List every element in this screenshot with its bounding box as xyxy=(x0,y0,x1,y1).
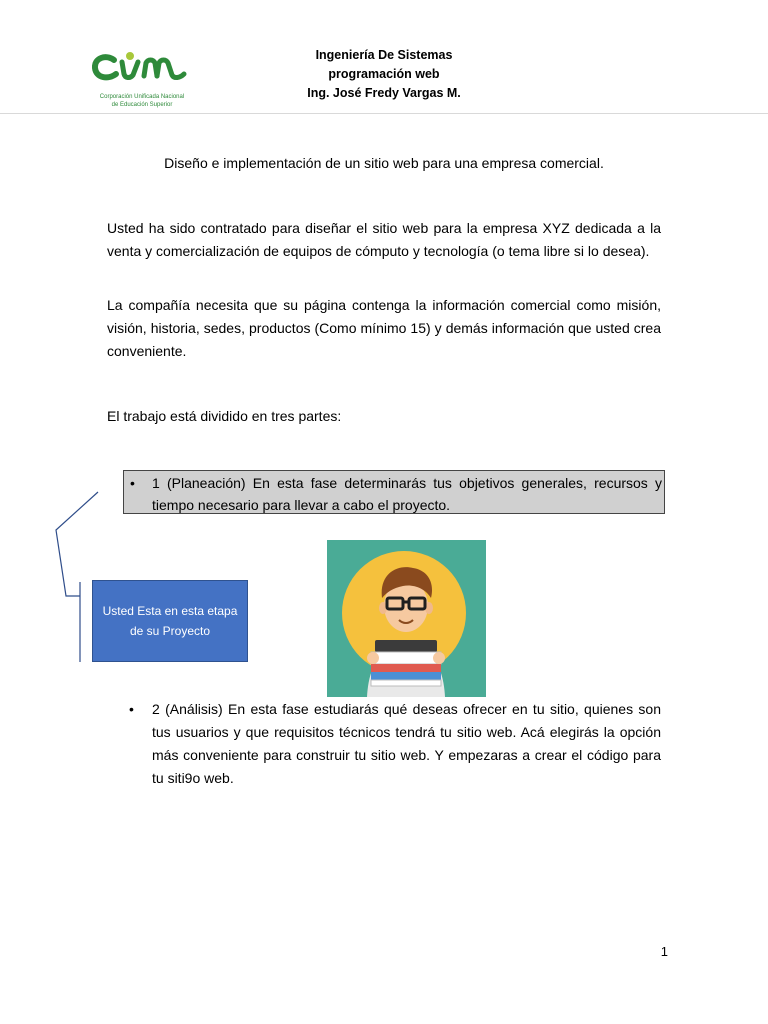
logo-subtitle xyxy=(92,93,192,109)
developer-avatar-icon xyxy=(327,540,486,697)
phase1-item xyxy=(123,470,665,514)
document-header xyxy=(234,46,534,103)
document-title: Diseño e implementación de un sitio web para una empresa comercial. xyxy=(164,155,604,171)
current-stage-callout xyxy=(92,580,248,662)
bullet-icon: • xyxy=(130,475,135,491)
logo-subtitle-line2: de Educación Superior xyxy=(111,102,173,108)
phase2-text: 2 (Análisis) En esta fase estudiarás qué deseas ofrecer en tu sitio, quienes son tus usuarios y que requisitos técnicos tendrá tu sitio web. Acá elegirás la opción más conveniente para construir tu sitio web. Y empezaras a crear el código para tu siti9o web. xyxy=(152,701,661,786)
parts-intro: El trabajo está dividido en tres partes: xyxy=(107,408,342,424)
header-program: Ingeniería De Sistemas xyxy=(315,48,453,62)
header-divider xyxy=(0,113,768,114)
cun-logo-mark xyxy=(92,48,192,88)
logo-subtitle-line1: Corporación Unificada Nacional xyxy=(99,94,185,100)
header-course: programación web xyxy=(328,67,440,81)
intro-paragraph: Usted ha sido contratado para diseñar el sitio web para la empresa XYZ dedicada a la venta y comercialización de equipos de cómputo y tecnología (o tema libre si lo desea). xyxy=(107,220,661,259)
phase1-text: 1 (Planeación) En esta fase determinarás tus objetivos generales, recursos y tiempo necesario para llevar a cabo el proyecto. xyxy=(152,475,662,513)
callout-text: Usted Esta en esta etapa de su Proyecto xyxy=(102,604,238,638)
cun-logo xyxy=(92,48,202,112)
header-instructor: Ing. José Fredy Vargas M. xyxy=(307,86,461,100)
page-number: 1 xyxy=(660,944,668,959)
requirements-paragraph: La compañía necesita que su página contenga la información comercial como misión, visión, historia, sedes, productos (Como mínimo 15) y demás información que usted crea conveniente. xyxy=(107,297,661,359)
bullet-icon: • xyxy=(129,701,134,717)
